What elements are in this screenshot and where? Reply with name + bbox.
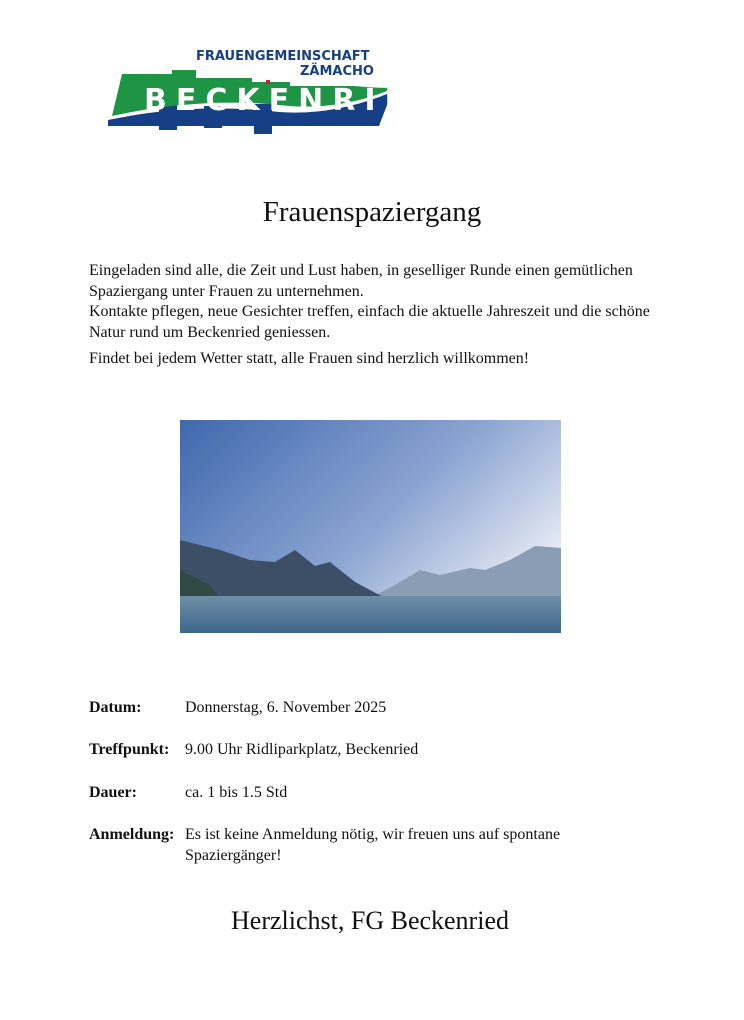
detail-value: Donnerstag, 6. November 2025 bbox=[185, 699, 387, 716]
page-title: Frauenspaziergang bbox=[262, 196, 482, 228]
intro-paragraph: Eingeladen sind alle, die Zeit und Lust haben, in geselliger Runde einen gemütlichen Spaziergang unter Frauen zu unternehmen. bbox=[89, 262, 633, 300]
detail-label: Anmeldung: bbox=[89, 826, 175, 843]
detail-label: Dauer: bbox=[89, 784, 137, 801]
intro-text bbox=[89, 261, 669, 370]
detail-label: Treffpunkt: bbox=[89, 741, 170, 758]
lake-mountain-photo bbox=[180, 420, 561, 633]
detail-label: Datum: bbox=[89, 699, 142, 716]
logo-frauengemeinschaft-beckenried bbox=[104, 44, 448, 136]
closing-signature: Herzlichst, FG Beckenried bbox=[231, 906, 509, 935]
logo-line1: FRAUENGEMEINSCHAFT bbox=[196, 49, 370, 64]
detail-value: Es ist keine Anmeldung nötig, wir freuen uns auf spontane Spaziergänger! bbox=[185, 826, 561, 864]
detail-value: 9.00 Uhr Ridliparkplatz, Beckenried bbox=[185, 741, 419, 758]
logo-wordmark: BECKENRIED bbox=[144, 83, 448, 118]
intro-paragraph: Kontakte pflegen, neue Gesichter treffen, einfach die aktuelle Jahreszeit und die schöne Natur rund um Beckenried geniessen. bbox=[89, 303, 650, 341]
logo-line2: ZÄMACHO bbox=[300, 64, 374, 79]
detail-value: ca. 1 bis 1.5 Std bbox=[185, 784, 288, 801]
intro-paragraph: Findet bei jedem Wetter statt, alle Frauen sind herzlich willkommen! bbox=[89, 350, 530, 367]
